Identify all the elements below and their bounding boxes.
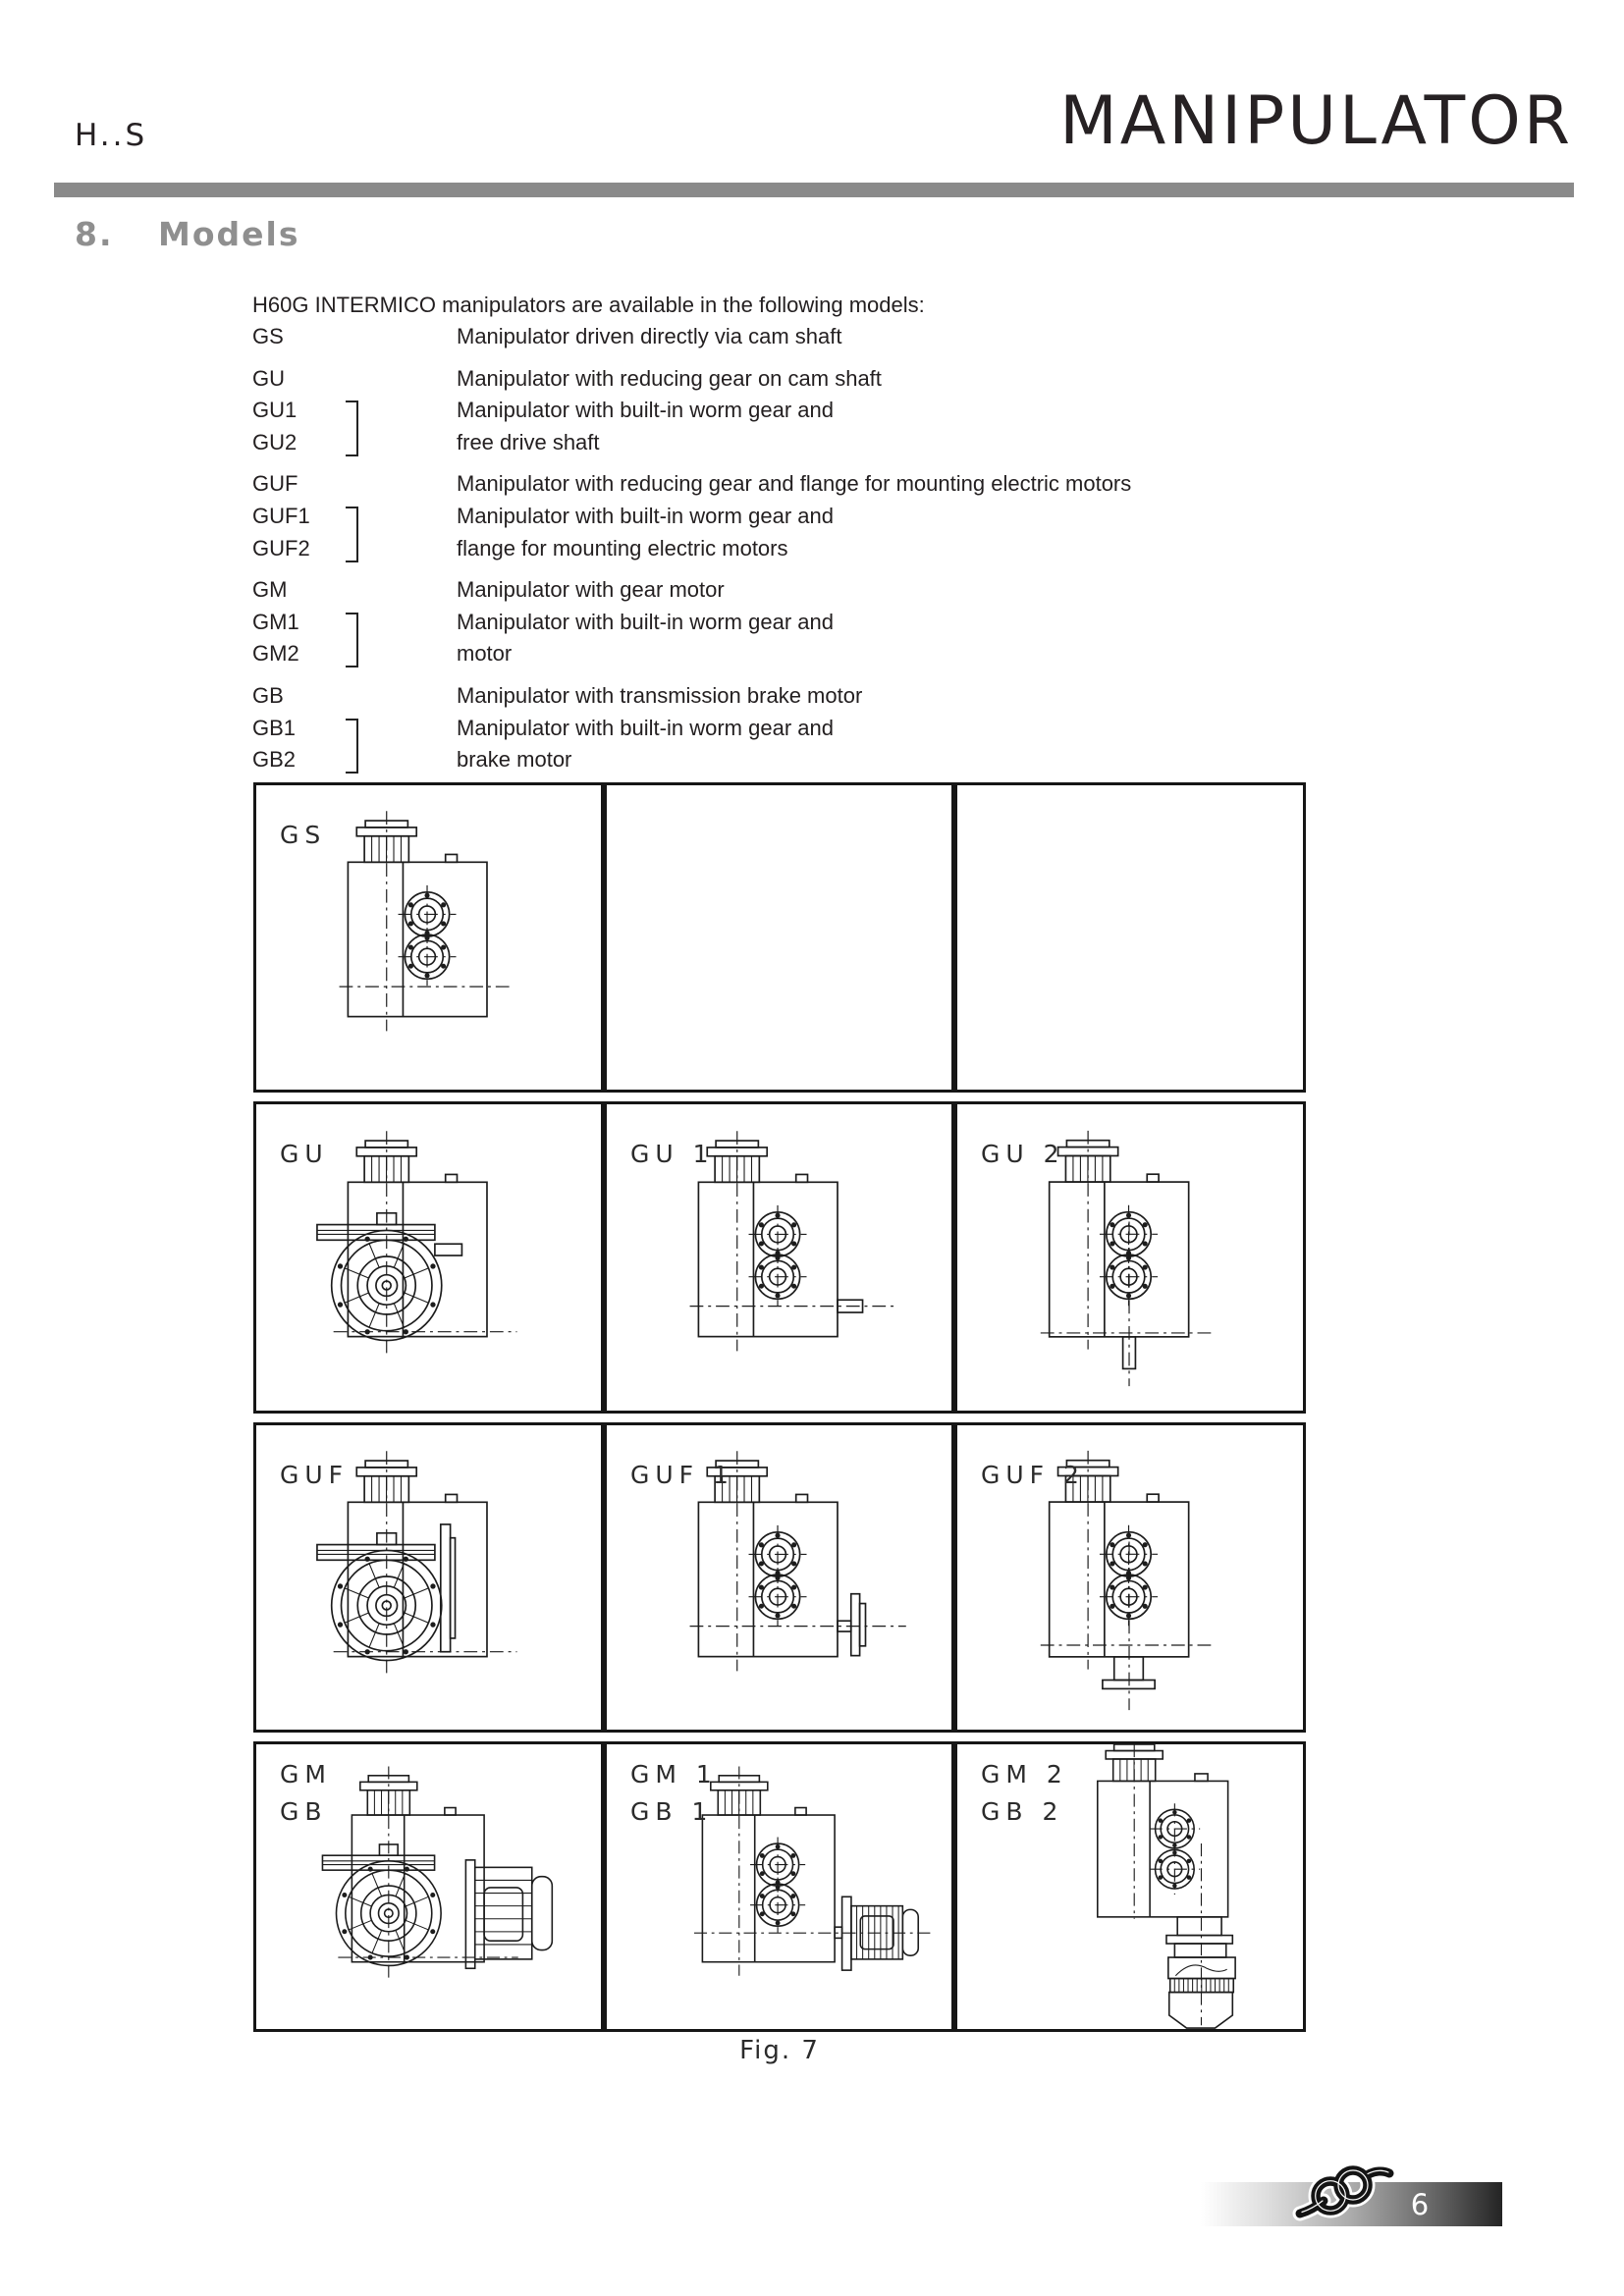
cell-label: GUF 1 [630, 1461, 734, 1489]
model-desc: Manipulator with transmission brake motor [457, 682, 863, 708]
model-desc: Manipulator with gear motor [457, 577, 725, 603]
header-rule [54, 183, 1574, 197]
figure-cell-gu1 [604, 1101, 954, 1414]
figure-cell-gm-gb [253, 1741, 604, 2032]
model-row [252, 398, 1131, 430]
model-desc: Manipulator with built-in worm gear and [457, 503, 834, 528]
figure-cell-guf [253, 1422, 604, 1733]
model-desc: Manipulator driven directly via cam shaft [457, 324, 842, 348]
model-code: GS [252, 324, 284, 348]
model-desc: brake motor [457, 747, 572, 773]
model-row [252, 324, 1131, 356]
model-row [252, 366, 1131, 399]
model-desc: free drive shaft [457, 429, 600, 454]
cell-label: GUF [280, 1461, 350, 1489]
model-group-gu [252, 366, 1131, 462]
model-desc: Manipulator with built-in worm gear and [457, 609, 834, 634]
header-product-code: H..S [75, 118, 148, 153]
bracket-bottom [346, 637, 358, 667]
section-title: Models [158, 215, 300, 253]
cell-label: GU 1 [630, 1140, 715, 1168]
model-group-guf [252, 471, 1131, 567]
model-list [252, 324, 1131, 789]
figure-cell-gm1-gb1 [604, 1741, 954, 2032]
model-code: GUF1 [252, 503, 310, 528]
bracket-bottom [346, 426, 358, 456]
cell-label: GM 2 [981, 1760, 1068, 1789]
model-code: GU1 [252, 398, 298, 423]
model-code: GU [252, 365, 285, 391]
bracket-bottom [346, 532, 358, 562]
model-row [252, 610, 1131, 642]
model-row [252, 504, 1131, 536]
figure-cell-empty [954, 782, 1306, 1093]
model-group-gs [252, 324, 1131, 356]
model-desc: Manipulator with reducing gear on cam shaft [457, 365, 882, 391]
page-title: MANIPULATOR [1059, 82, 1573, 160]
model-code: GB [252, 682, 284, 708]
model-code: GU2 [252, 429, 298, 454]
figure-grid [253, 782, 1306, 2032]
model-row [252, 641, 1131, 673]
model-row [252, 536, 1131, 568]
figure-cell-gs [253, 782, 604, 1093]
model-code: GM2 [252, 641, 299, 667]
cell-label: GM [280, 1760, 332, 1789]
model-row [252, 716, 1131, 748]
cell-label: GUF 2 [981, 1461, 1085, 1489]
model-code: GB1 [252, 715, 297, 740]
figure-cell-gu2 [954, 1101, 1306, 1414]
cell-label: GS [280, 821, 327, 849]
model-desc: motor [457, 641, 513, 667]
model-code: GM [252, 577, 288, 603]
section-number: 8. [75, 215, 114, 253]
figure-caption: Fig. 7 [739, 2036, 820, 2065]
model-group-gb [252, 683, 1131, 779]
section-heading [75, 215, 299, 253]
cell-label: GU 2 [981, 1140, 1065, 1168]
cell-label: GU [280, 1140, 329, 1168]
model-row [252, 577, 1131, 610]
cell-label: GM 1 [630, 1760, 718, 1789]
model-code: GUF2 [252, 535, 310, 561]
model-code: GM1 [252, 609, 299, 634]
model-row [252, 430, 1131, 462]
model-desc: flange for mounting electric motors [457, 535, 788, 561]
model-row [252, 747, 1131, 779]
figure-cell-guf1 [604, 1422, 954, 1733]
intro-text: H60G INTERMICO manipulators are available in the following models: [252, 293, 925, 317]
figure-cell-guf2 [954, 1422, 1306, 1733]
model-group-gm [252, 577, 1131, 673]
model-desc: Manipulator with reducing gear and flange for mounting electric motors [457, 471, 1132, 497]
brand-knot-logo-icon [1290, 2159, 1394, 2225]
cell-label: GB 2 [981, 1797, 1064, 1826]
figure-cell-gm2-gb2 [954, 1741, 1306, 2032]
model-desc: Manipulator with built-in worm gear and [457, 398, 834, 423]
cell-label: GB 1 [630, 1797, 714, 1826]
model-code: GB2 [252, 747, 297, 773]
model-row [252, 683, 1131, 716]
cell-label: GB [280, 1797, 328, 1826]
figure-cell-gu [253, 1101, 604, 1414]
model-code: GUF [252, 471, 298, 497]
page-number: 6 [1410, 2188, 1430, 2221]
figure-cell-empty [604, 782, 954, 1093]
model-row [252, 471, 1131, 504]
model-desc: Manipulator with built-in worm gear and [457, 715, 834, 740]
bracket-bottom [346, 743, 358, 774]
